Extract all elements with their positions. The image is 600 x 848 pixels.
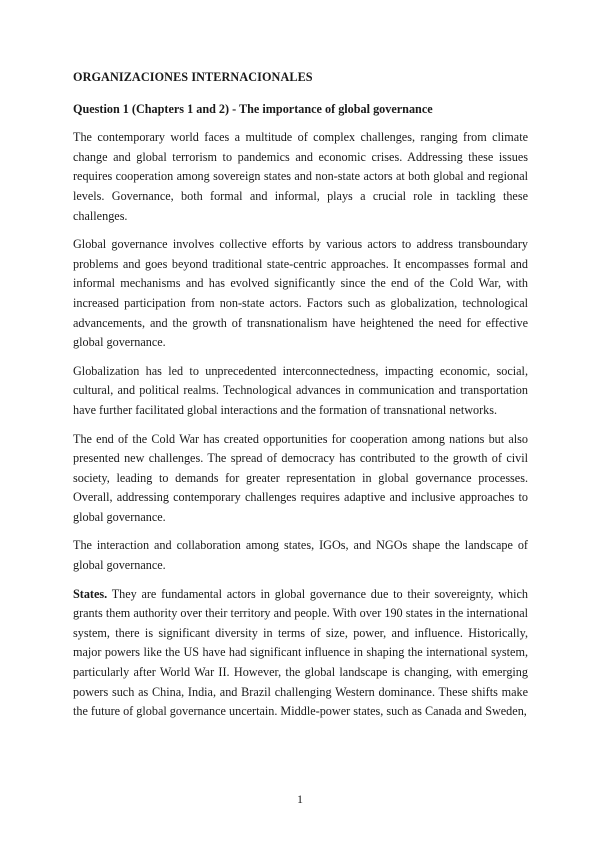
question-heading: Question 1 (Chapters 1 and 2) - The importance of global governance — [73, 101, 433, 116]
paragraph-cold-war: The end of the Cold War has created opportunities for cooperation among nations but also presented new challenges. The spread of democracy has contributed to the growth of civil society, leading to demands for greater representation in global governance processes. Overall, addressing contemporary challenges requires adaptive and inclusive approaches to global governance. — [73, 431, 528, 524]
page-number: 1 — [297, 792, 303, 806]
paragraph-challenges: The contemporary world faces a multitude of complex challenges, ranging from climate change and global terrorism to pandemics and economic crises. Addressing these issues requires cooperation among sovereign states and non-state actors at both global and regional levels. Governance, both formal and informal, plays a crucial role in tackling these challenges. — [73, 130, 528, 223]
paragraph-global-governance: Global governance involves collective efforts by various actors to address transboundary problems and goes beyond traditional state-centric approaches. It encompasses formal and informal mechanisms and has evolved significantly since the end of the Cold War, with increased participation from non-state actors. Factors such as globalization, technological advancements, and the growth of transnationalism have heightened the need for effective global governance. — [73, 237, 528, 350]
paragraph-states — [73, 585, 528, 722]
paragraph-globalization: Globalization has led to unprecedented interconnectedness, impacting economic, social, cultural, and political realms. Technological advances in communication and transportation have further facilitated global interactions and the formation of transnational networks. — [73, 363, 528, 417]
paragraph-interaction: The interaction and collaboration among states, IGOs, and NGOs shape the landscape of global governance. — [73, 538, 528, 573]
page-content — [73, 68, 528, 731]
states-lead: States. — [73, 586, 108, 601]
document-title: ORGANIZACIONES INTERNACIONALES — [73, 70, 313, 84]
states-text: They are fundamental actors in global governance due to their sovereignty, which grants them authority over their territory and people. With over 190 states in the international system, there is significant diversity in terms of size, power, and influence. Historically, major powers like the US have had significant influence in shaping the international system, particularly after World War II. However, the global landscape is changing, with emerging powers such as China, India, and Brazil challenging Western dominance. These shifts make the future of global governance uncertain. Middle-power states, such as Canada and Sweden, — [73, 586, 528, 719]
